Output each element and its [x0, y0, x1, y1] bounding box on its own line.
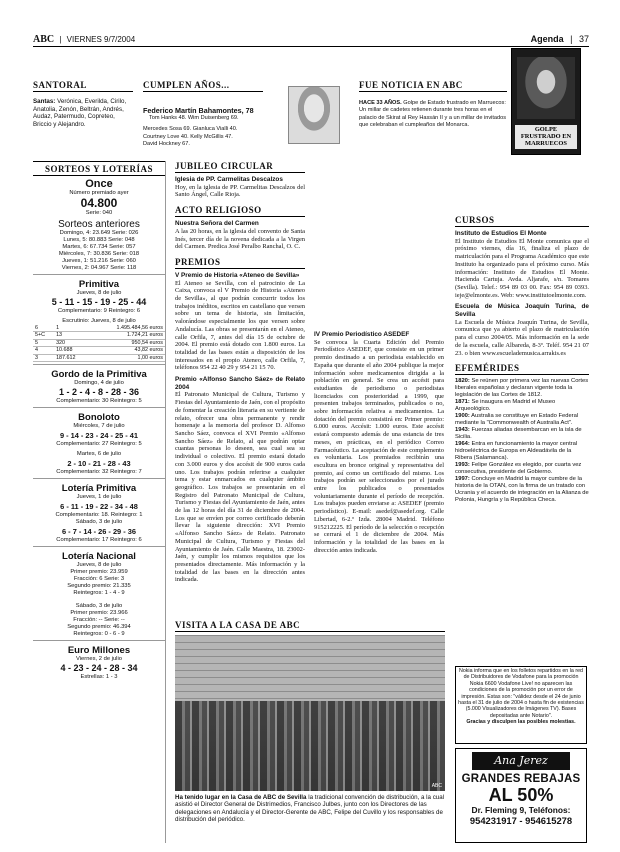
- cumple-name: Federico Martín Bahamontes, 78: [143, 106, 254, 115]
- table-row: [33, 325, 165, 332]
- jubileo-title: JUBILEO CIRCULAR: [175, 161, 305, 173]
- efemeride-year: 1964:: [455, 441, 470, 448]
- ad-line4: 954231917 - 954615278: [469, 815, 573, 826]
- euromillones-date: Viernes, 2 de julio: [76, 656, 122, 663]
- curso-turina: [455, 303, 589, 357]
- efemeride-text: Fuerzas aliadas desembarcan en la isla de Sicilia.: [455, 427, 582, 441]
- visita-title: VISITA A LA CASA DE ABC: [175, 620, 445, 632]
- lp-numbers-1: 6 - 11 - 19 - 22 - 34 - 48: [60, 502, 138, 512]
- efemeride-text: Australia se constituye en Estado Federal mediante la "Commonwealth of Australia Act".: [455, 413, 579, 427]
- gordo-extra: Complementario: 30 Reintegro: 5: [56, 398, 142, 405]
- page-header: [33, 33, 589, 47]
- noticia-text: [359, 100, 507, 130]
- nokia-thanks: Gracias y disculpen las posibles molestias.: [466, 719, 576, 726]
- visita-caption-body: la tradicional convención de distribución, a la cual asistió el Director General de Distrimedios, Francisco Julbes, junto con los Directores de las delegaciones en Andalucía y el Director-Gerente de ABC, Felipe del Cuvillo y los responsables de distribución del periódico.: [175, 794, 445, 824]
- curso-turina-body: La Escuela de Música Joaquín Turina, de Sevilla, comunica que ya abierto el plazo de matriculación para el curso 2004/05. Más información en la sede de la escuela, calle Albareda, 8-3º. Teléf. 954 21 07 23. o bien www.escuelademusica.arrakis.es: [455, 318, 589, 357]
- list-item: [455, 476, 589, 504]
- nacional-line: Fracción: 6 Serie: 3: [73, 576, 125, 583]
- ad-line1: GRANDES REBAJAS: [461, 773, 581, 785]
- premio-relato: [175, 376, 305, 584]
- efemeride-text: Felipe González es elegido, por cuarta vez consecutiva, presidente del Gobierno.: [455, 462, 582, 476]
- column-2: [175, 161, 305, 616]
- anteriores-row: Miércoles, 7: 30.836 Serie: 018: [58, 251, 140, 257]
- nokia-text: Nokia informa que en los folletos repartidos en la red de Distribuidores de Vodafone para la promoción Nokia 6600 Vodafone Live! no aparecen las condiciones de la promoción por un error de impresión. Estas son: "válidez desde el 24 de junio hasta el 31 de julio de 2004 o hasta fin de existencias (5.000 Visualizadores de Imágenes TV). Bases depositadas ante Notario".: [458, 668, 584, 719]
- bonoloto-extra-1: Complementario: 27 Reintegro: 5: [56, 441, 142, 448]
- efemeride-year: 1900:: [455, 413, 470, 420]
- curso-el-monte-body: El Instituto de Estudios El Monte comunica que el próximo viernes, día 16, finaliza el plazo de matriculación para el Programa Académico que este Instituto ha organizado para el próximo curso. Más información: Instituto de Estudios El Monte. Hacienda Cartuja. Avda. Aljarafe, s/n. Tomares (Sevilla). Telef.: 954 89 03 00. Fax: 954 89 0393. ieje@elmonte.es. Web: www.institutoelmonte.com.: [455, 237, 589, 299]
- header-right: Agenda | 37: [530, 34, 589, 44]
- nacional-line: Primer premio: 23.966: [70, 610, 128, 617]
- efemerides-title: EFEMÉRIDES: [455, 363, 589, 375]
- prize-winners: 13: [54, 332, 89, 339]
- visita-box: [175, 620, 445, 843]
- anteriores-title: Sorteos anteriores: [58, 219, 140, 230]
- noticia-box: [359, 80, 589, 155]
- bonoloto-numbers-2: 2 - 10 - 21 - 28 - 43: [67, 459, 131, 469]
- visita-caption-lead: Ha tenido lugar en la Casa de ABC de Sevilla: [175, 794, 307, 801]
- prize-cat: 4: [33, 347, 54, 354]
- photo-credit: ABC: [431, 783, 442, 789]
- curso-turina-title: Escuela de Música Joaquín Turina, de Sevilla: [455, 303, 589, 319]
- primitiva-prize-table: [33, 325, 165, 362]
- noticia-body: Golpe de Estado frustrado en Marruecos: Un millar de cadetes retienen durante tres horas en el palacio de Skirat al Rey Hassán II y a un millar de invitados que celebraban el cumpleaños del Monarca.: [359, 100, 507, 129]
- santoral-lead: Santas:: [33, 98, 56, 105]
- list-item: [455, 378, 589, 399]
- jubileo-lead: Iglesia de PP. Carmelitas Descalzos: [175, 176, 283, 183]
- prize-amount: 43,82 euros: [89, 347, 165, 354]
- primitiva-date: Jueves, 8 de julio: [76, 290, 122, 296]
- efemeride-year: 1997:: [455, 476, 470, 483]
- bonoloto-date-2: Martes, 6 de julio: [76, 451, 122, 458]
- prize-cat: 3: [33, 354, 54, 361]
- anteriores-row: Lunes, 5: 80.883 Serie: 048: [63, 237, 135, 243]
- group-photo: [175, 635, 445, 791]
- premio-relato-title: Premio «Alfonso Sancho Sáez» de Relato 2004: [175, 376, 305, 391]
- nacional-line: Segundo premio: 21.335: [67, 583, 131, 590]
- table-row: [33, 347, 165, 354]
- prize-winners: 10.688: [54, 347, 89, 354]
- bookshelf-background: [175, 635, 445, 705]
- religioso-body: A las 20 horas, en la iglesia del convento de Santa Inés, tercer día de la novena dedicada a la Virgen del Carmen. Predica José Peralbo Ranchal, O. C.: [175, 227, 305, 251]
- loterias-title: SORTEOS Y LOTERÍAS: [33, 161, 165, 176]
- premio-asedef: [314, 331, 444, 611]
- prize-cat: 5+C: [33, 332, 54, 339]
- ad-brand: Ana Jerez: [494, 754, 548, 767]
- primitiva-escrutinio: Escrutinio: Jueves, 8 de julio: [62, 318, 136, 324]
- once-title: Once: [85, 178, 113, 190]
- prize-amount: 1,00 euros: [89, 354, 165, 361]
- gordo-numbers: 1 - 2 - 4 - 8 - 28 - 36: [58, 387, 140, 398]
- efemeride-year: 1943:: [455, 427, 470, 434]
- primitiva-numbers: 5 - 11 - 15 - 19 - 25 - 44: [51, 297, 147, 307]
- cover-photo: [517, 57, 575, 119]
- efemeride-text: Concluye en Madrid la mayor cumbre de la historia de la OTAN, con la firma de un tratado con Ucrania y el acuerdo de integración en la Alianza de Polonia, Hungría y la República Checa.: [455, 476, 589, 504]
- ad-ana-jerez: [455, 748, 587, 843]
- lp-extra-2: Complementario: 17 Reintegro: 6: [56, 537, 142, 544]
- curso-el-monte-title: Instituto de Estudios El Monte: [455, 230, 547, 237]
- premio-asedef-title: IV Premio Periodístico ASEDEF: [314, 331, 410, 338]
- nacional-line: Reintegros: 0 - 6 - 9: [73, 631, 125, 638]
- cumple-line-3: Courtney Love 40. Kelly McGillis 47.: [143, 133, 233, 140]
- efemerides-list: [455, 378, 589, 504]
- efemeride-text: Entra en funcionamiento la mayor central hidroeléctrica de Europa en Aldeadávila de la Ribera (Salamanca).: [455, 441, 578, 462]
- table-row: [33, 354, 165, 361]
- noticia-title: FUE NOTICIA EN ABC: [359, 80, 507, 92]
- santoral-box: [33, 80, 133, 155]
- premio-relato-body: El Patronato Municipal de Cultura, Turismo y Fiestas del Ayuntamiento de Jaén, con el propósito de fomentar la creación literaria en su vertiente de relato, ofrecer una obra permanente y rendir homenaje a la memoria del profesor D. Alfonso Sancho Sáez, convoca el XVI Premio «Alfonso Sancho Sáez» de Relato, al que podrán optar cuantas personas lo deseen, sea cual sea su individual o colectivo. El premio estará dotado con 3.000 euros y dos accésit de 900 euros cada uno. Los trabajos podrán referirse a cualquier tema y estar enmarcados en cualquier ámbito geográfico. Los trabajos se presentarán en el Registro del Patronato Municipal de Cultura, Turismo y Fiestas del Ayuntamiento de Jaén, antes de las 12 horas del día 31 de diciembre de 2004. Los que se envíen por correo certificado deberán llevar la siguiente dirección: XVI Premio «Alfonso Sancho Sáez» de Relato. Patronato Municipal de Cultura, Turismo y Fiestas del Ayuntamiento de Jaén. Calle Maestra, 18. 23002-Jaén, y cumplir los mismos requisitos que los presentados directamente. Más información y la totalidad de las bases en la dirección antes indicada.: [175, 391, 305, 584]
- bonoloto-extra-2: Complementario: 32 Reintegro: 7: [56, 469, 142, 476]
- efemeride-text: Se reúnen por primera vez las nuevas Cortes liberales españolas y declaran vigente toda la legislación de las Cortes de 1812.: [455, 378, 589, 399]
- premio-asedef-body: Se convoca la Cuarta Edición del Premio Periodístico ASEDEF, que consiste en un primer premio destinado a un periodista establecido en España que durante el año 2004 publique la mejor información sobre medicamentos dirigida a la población en general. Se crea un accésit para estudiantes de periodismo o periodistas licenciados con posterioridad a 1999, que presenten trabajos terminados, publicados o no, sobre información relativa a medicamentos. La dotación del premio consistirá en: Primer premio: 6.000 euros. Accésit: 1.000 euros. Este accésit estará compuesto además de una estancia de tres meses, en prácticas, en el periódico Correo Farmacéutico. La aceptación de este complemento es voluntaria. Los premiados recibirán una escultura en bronce original y representativa del premio, así como un certificado del mismo. Los trabajos podrán ser seleccionados por el jurado entre los publicados o presentados voluntariamente durante el período de recepción. Los trabajos pueden enviarse a: ASEDEF (premio periodístico). E-mail: asedef@asedef.org. Calle Libertad, 6-2.º Izda. 28004 Madrid. Teléfono 915212225. El período de la selección o recepción se cerrará el 1 de diciembre de 2004. Más información y la totalidad de las bases en la dirección antes indicada.: [314, 338, 444, 554]
- ad-logo: [472, 752, 570, 770]
- prize-amount: 1.724,21 euros: [89, 332, 165, 339]
- nacional-line: Fracción: -- Serie: --: [73, 617, 125, 624]
- nacional-date-2: Sábado, 3 de julio: [75, 603, 123, 610]
- cumple-box: [143, 80, 349, 155]
- noticia-lead: HACE 33 AÑOS.: [359, 100, 402, 106]
- list-item: [455, 462, 589, 476]
- prize-amount: 1.495.484,56 euros: [89, 325, 165, 332]
- anteriores-row: Jueves, 1: 51.216 Serie: 060: [62, 258, 136, 264]
- list-item: [455, 399, 589, 413]
- paper-name: ABC: [33, 34, 55, 45]
- premio-historia-body: El Ateneo se Sevilla, con el patrocinio de La Caixa, convoca el V Premio de Historia «Ateneo de Sevilla», al que podrán concurrir todos los trabajos inéditos, escritos en castellano que versen sobre un tema de historia, sin limitación, valorándose especialmente los que versen sobre Andalucía. Las obras se presentarán en el Ateneo, calle Orfila, 7, antes del día 15 de octubre de 2004. El premio está dotado con 1.800 euros. La totalidad de las bases están a disposición de los interesados en el propio Ateneo, calle Orfila, 7, teléfonos 954 22 40 29 y 954 21 15 70.: [175, 279, 305, 372]
- cover-caption: GOLPE FRUSTRADO EN MARRUECOS: [515, 125, 577, 149]
- prize-cat: 5: [33, 339, 54, 346]
- premios-title: PREMIOS: [175, 257, 305, 269]
- primitiva-extra: Complementario: 9 Reintegro: 6: [57, 308, 141, 314]
- ad-line3: Dr. Fleming 9, Teléfonos:: [471, 805, 571, 815]
- cumple-line-2: Mercedes Sosa 69. Gianluca Vialli 40.: [143, 126, 238, 133]
- lp-extra-1: Complementario: 18. Reintegro: 1: [55, 512, 143, 519]
- page-date: VIERNES 9/7/2004: [66, 35, 136, 44]
- visita-caption: [175, 794, 445, 824]
- prize-winners: 320: [54, 339, 89, 346]
- euromillones-title: Euro Millones: [67, 645, 131, 657]
- bonoloto-title: Bonoloto: [78, 412, 120, 424]
- once-number: 04.800: [80, 196, 118, 210]
- primitiva-title: Primitiva: [78, 279, 120, 290]
- portrait-photo: [288, 86, 340, 144]
- column-3: [314, 161, 444, 616]
- gordo-date: Domingo, 4 de julio: [74, 380, 124, 387]
- religioso-text: [175, 220, 305, 251]
- nacional-line: Reintegros: 1 - 4 - 9: [73, 590, 125, 597]
- premio-historia: [175, 272, 305, 372]
- efemeride-year: 1993:: [455, 462, 470, 469]
- premio-historia-title: V Premio de Historia «Ateneo de Sevilla»: [175, 271, 300, 279]
- curso-el-monte: [455, 230, 589, 299]
- page-number: 37: [578, 34, 589, 44]
- once-serie: Serie: 040: [85, 210, 113, 216]
- santoral-names: Verónica, Everilda, Cirilo, Anatolia, Zenón, Beltrán, Andrés, Audaz, Patermudo, Copreteo, Briccio y Alejandro.: [33, 98, 127, 128]
- euromillones-stars: Estrellas: 1 - 3: [80, 674, 118, 681]
- lp-date-2: Sábado, 3 de julio: [75, 519, 123, 526]
- gordo-title: Gordo de la Primitiva: [51, 369, 147, 381]
- nacional-line: Segundo premio: 46.394: [67, 624, 131, 631]
- cumple-line-4: David Hockney 67.: [143, 141, 190, 148]
- nacional-line: Primer premio: 23.959: [70, 569, 128, 576]
- header-left: ABC | VIERNES 9/7/2004: [33, 34, 136, 45]
- loterias-column: [33, 161, 166, 843]
- group-of-people: [175, 701, 445, 791]
- nacional-title: Lotería Nacional: [62, 551, 136, 563]
- efemeride-year: 1871:: [455, 399, 470, 406]
- prize-winners: 187.612: [54, 354, 89, 361]
- jubileo-text: [175, 176, 305, 199]
- ad-line2: AL 50%: [488, 785, 554, 805]
- euromillones-numbers: 4 - 23 - 24 - 28 - 34: [60, 663, 138, 674]
- efemeride-year: 1820:: [455, 378, 470, 385]
- lp-date-1: Jueves, 1 de julio: [76, 494, 122, 501]
- anteriores-row: Viernes, 2: 04.967 Serie: 118: [61, 265, 137, 271]
- cumple-line-1: Tom Hanks 48. Wim Duisenberg 69.: [149, 115, 239, 121]
- list-item: [455, 427, 589, 441]
- section-name: Agenda: [530, 34, 564, 44]
- nokia-notice: [455, 666, 587, 744]
- bonoloto-date-1: Miércoles, 7 de julio: [73, 423, 125, 430]
- bonoloto-numbers-1: 9 - 14 - 23 - 24 - 25 - 41: [59, 431, 139, 441]
- anteriores-row: Martes, 6: 67.734 Serie: 057: [62, 244, 136, 250]
- prize-winners: 1: [54, 325, 89, 332]
- prize-amount: 950,54 euros: [89, 339, 165, 346]
- once-label: Número premiado ayer: [69, 190, 129, 196]
- nacional-date-1: Jueves, 8 de julio: [76, 562, 122, 569]
- santoral-text: [33, 98, 133, 128]
- santoral-title: SANTORAL: [33, 80, 133, 92]
- religioso-lead: Nuestra Señora del Carmen: [175, 220, 259, 228]
- loteria-primitiva-title: Lotería Primitiva: [61, 483, 137, 495]
- column-4: [455, 161, 589, 601]
- list-item: [455, 441, 589, 462]
- table-row: [33, 339, 165, 346]
- cursos-title: CURSOS: [455, 215, 589, 227]
- lp-numbers-2: 6 - 7 - 14 - 26 - 29 - 36: [62, 527, 136, 537]
- cumple-title: CUMPLEN AÑOS...: [143, 80, 263, 92]
- table-row: [33, 332, 165, 339]
- list-item: [455, 413, 589, 427]
- religioso-title: ACTO RELIGIOSO: [175, 205, 305, 217]
- jubileo-body: Hoy, en la iglesia de PP. Carmelitas Descalzos del Santo Ángel, Calle Rioja.: [175, 183, 305, 199]
- newspaper-cover: [511, 48, 581, 155]
- prize-cat: 6: [33, 325, 54, 332]
- efemeride-text: Se inaugura en Madrid el Museo Arqueológico.: [455, 399, 556, 413]
- anteriores-row: Domingo, 4: 23.649 Serie: 026: [59, 230, 139, 236]
